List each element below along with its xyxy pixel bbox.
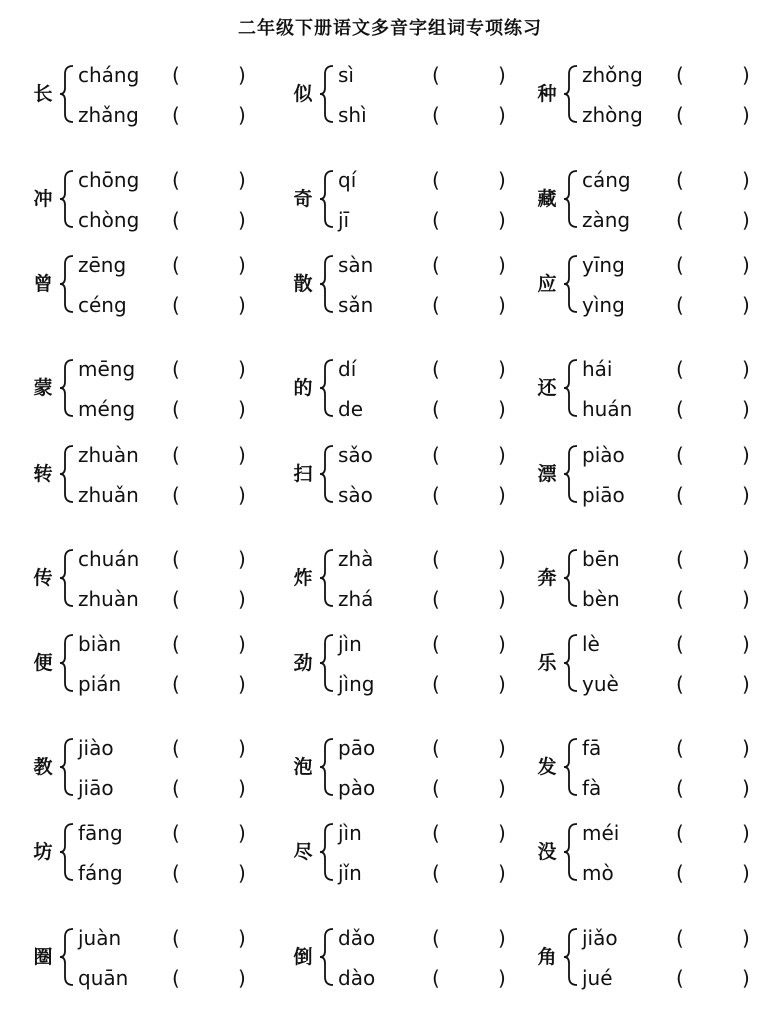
answer-paren-close: ) [742, 547, 750, 571]
polyphone-character: 散 [293, 273, 313, 295]
pinyin-reading-1: méi [582, 821, 620, 845]
worksheet-title: 二年级下册语文多音字组词专项练习 [238, 18, 542, 39]
pinyin-reading-2: de [338, 397, 363, 421]
curly-brace-icon [58, 633, 76, 693]
answer-paren-close: ) [238, 357, 246, 381]
polyphone-group [288, 442, 518, 506]
pinyin-reading-1: dǎo [338, 926, 376, 950]
pinyin-reading-2: pào [338, 776, 376, 800]
polyphone-group [532, 442, 762, 506]
polyphone-group [288, 252, 518, 316]
answer-paren-open: ( [172, 861, 180, 885]
polyphone-group [532, 631, 762, 695]
curly-brace-icon [318, 358, 336, 418]
answer-paren-close: ) [742, 63, 750, 87]
pinyin-reading-2: chòng [78, 208, 140, 232]
answer-paren-close: ) [238, 483, 246, 507]
pinyin-reading-1: fā [582, 736, 602, 760]
answer-paren-open: ( [676, 443, 684, 467]
answer-paren-open: ( [172, 587, 180, 611]
polyphone-group [28, 735, 258, 799]
polyphone-character: 泡 [293, 756, 313, 778]
answer-paren-open: ( [432, 547, 440, 571]
answer-paren-close: ) [742, 966, 750, 990]
pinyin-reading-2: zhuǎn [78, 483, 139, 507]
pinyin-reading-2: huán [582, 397, 633, 421]
answer-paren-close: ) [238, 293, 246, 317]
answer-paren-open: ( [172, 208, 180, 232]
answer-paren-open: ( [172, 672, 180, 696]
polyphone-group [288, 735, 518, 799]
answer-paren-open: ( [172, 63, 180, 87]
answer-paren-close: ) [498, 253, 506, 277]
polyphone-group [28, 62, 258, 126]
answer-paren-open: ( [432, 168, 440, 192]
polyphone-character: 扫 [293, 463, 313, 485]
polyphone-group [532, 735, 762, 799]
answer-paren-close: ) [742, 443, 750, 467]
pinyin-reading-1: mēng [78, 357, 136, 381]
polyphone-character: 似 [293, 83, 313, 105]
curly-brace-icon [318, 64, 336, 124]
pinyin-reading-2: fáng [78, 861, 123, 885]
curly-brace-icon [58, 169, 76, 229]
answer-paren-close: ) [498, 736, 506, 760]
answer-paren-open: ( [432, 821, 440, 845]
polyphone-character: 冲 [33, 188, 53, 210]
pinyin-reading-2: fà [582, 776, 602, 800]
answer-paren-open: ( [432, 926, 440, 950]
answer-paren-open: ( [172, 966, 180, 990]
answer-paren-close: ) [498, 168, 506, 192]
answer-paren-open: ( [676, 776, 684, 800]
answer-paren-open: ( [432, 103, 440, 127]
pinyin-reading-2: jìng [338, 672, 375, 696]
polyphone-character: 的 [293, 377, 313, 399]
answer-paren-close: ) [498, 293, 506, 317]
answer-paren-open: ( [676, 547, 684, 571]
polyphone-character: 坊 [33, 841, 53, 863]
answer-paren-close: ) [742, 397, 750, 421]
curly-brace-icon [58, 548, 76, 608]
curly-brace-icon [58, 64, 76, 124]
curly-brace-icon [562, 927, 580, 987]
pinyin-reading-2: bèn [582, 587, 620, 611]
pinyin-reading-1: qí [338, 168, 357, 192]
polyphone-character: 教 [33, 756, 53, 778]
pinyin-reading-1: bēn [582, 547, 620, 571]
polyphone-character: 转 [33, 463, 53, 485]
pinyin-reading-1: zhǒng [582, 63, 643, 87]
polyphone-character: 传 [33, 567, 53, 589]
answer-paren-open: ( [172, 736, 180, 760]
answer-paren-close: ) [498, 632, 506, 656]
answer-paren-open: ( [676, 587, 684, 611]
polyphone-group [288, 820, 518, 884]
pinyin-reading-1: zhà [338, 547, 374, 571]
answer-paren-open: ( [172, 168, 180, 192]
polyphone-group [28, 442, 258, 506]
answer-paren-close: ) [742, 253, 750, 277]
answer-paren-open: ( [676, 483, 684, 507]
pinyin-reading-2: jī [338, 208, 350, 232]
polyphone-group [28, 356, 258, 420]
answer-paren-open: ( [676, 966, 684, 990]
answer-paren-close: ) [238, 253, 246, 277]
answer-paren-open: ( [172, 547, 180, 571]
answer-paren-open: ( [432, 63, 440, 87]
answer-paren-close: ) [498, 587, 506, 611]
answer-paren-open: ( [676, 293, 684, 317]
polyphone-group [288, 546, 518, 610]
answer-paren-close: ) [742, 861, 750, 885]
answer-paren-close: ) [742, 672, 750, 696]
answer-paren-close: ) [238, 672, 246, 696]
answer-paren-open: ( [432, 776, 440, 800]
answer-paren-open: ( [676, 861, 684, 885]
polyphone-group [532, 252, 762, 316]
answer-paren-close: ) [498, 483, 506, 507]
answer-paren-close: ) [498, 443, 506, 467]
pinyin-reading-1: sǎo [338, 443, 373, 467]
pinyin-reading-1: sàn [338, 253, 374, 277]
curly-brace-icon [318, 822, 336, 882]
curly-brace-icon [562, 548, 580, 608]
answer-paren-close: ) [238, 443, 246, 467]
answer-paren-close: ) [742, 208, 750, 232]
answer-paren-close: ) [742, 926, 750, 950]
answer-paren-open: ( [676, 926, 684, 950]
answer-paren-close: ) [498, 672, 506, 696]
answer-paren-close: ) [498, 547, 506, 571]
answer-paren-open: ( [432, 443, 440, 467]
pinyin-reading-2: jué [582, 966, 613, 990]
curly-brace-icon [318, 633, 336, 693]
answer-paren-open: ( [432, 253, 440, 277]
pinyin-reading-2: pián [78, 672, 122, 696]
answer-paren-close: ) [498, 861, 506, 885]
pinyin-reading-2: zhǎng [78, 103, 139, 127]
answer-paren-close: ) [742, 821, 750, 845]
pinyin-reading-2: sào [338, 483, 373, 507]
pinyin-reading-1: biàn [78, 632, 122, 656]
polyphone-character: 应 [537, 273, 557, 295]
pinyin-reading-1: cháng [78, 63, 140, 87]
answer-paren-close: ) [238, 776, 246, 800]
pinyin-reading-1: lè [582, 632, 600, 656]
answer-paren-open: ( [172, 443, 180, 467]
answer-paren-open: ( [676, 208, 684, 232]
polyphone-group [532, 820, 762, 884]
pinyin-reading-1: zhuàn [78, 443, 139, 467]
polyphone-group [532, 62, 762, 126]
pinyin-reading-2: zhòng [582, 103, 643, 127]
polyphone-character: 还 [537, 377, 557, 399]
pinyin-reading-1: jiǎo [582, 926, 618, 950]
curly-brace-icon [58, 358, 76, 418]
answer-paren-close: ) [238, 861, 246, 885]
answer-paren-close: ) [742, 736, 750, 760]
curly-brace-icon [58, 444, 76, 504]
polyphone-character: 种 [537, 83, 557, 105]
polyphone-character: 尽 [293, 841, 313, 863]
pinyin-reading-1: jìn [338, 632, 362, 656]
answer-paren-close: ) [742, 357, 750, 381]
polyphone-group [288, 631, 518, 695]
answer-paren-open: ( [432, 861, 440, 885]
polyphone-character: 劲 [293, 652, 313, 674]
curly-brace-icon [58, 254, 76, 314]
answer-paren-open: ( [676, 821, 684, 845]
polyphone-character: 乐 [537, 652, 557, 674]
curly-brace-icon [562, 444, 580, 504]
pinyin-reading-2: zhuàn [78, 587, 139, 611]
answer-paren-open: ( [676, 632, 684, 656]
pinyin-reading-1: chuán [78, 547, 140, 571]
answer-paren-close: ) [742, 632, 750, 656]
answer-paren-open: ( [432, 483, 440, 507]
pinyin-reading-1: cáng [582, 168, 631, 192]
pinyin-reading-2: shì [338, 103, 367, 127]
pinyin-reading-2: zhá [338, 587, 374, 611]
pinyin-reading-2: méng [78, 397, 136, 421]
polyphone-group [532, 925, 762, 989]
pinyin-reading-2: yuè [582, 672, 619, 696]
curly-brace-icon [562, 633, 580, 693]
polyphone-group [288, 925, 518, 989]
answer-paren-open: ( [676, 736, 684, 760]
curly-brace-icon [562, 254, 580, 314]
answer-paren-close: ) [238, 966, 246, 990]
answer-paren-open: ( [432, 357, 440, 381]
polyphone-character: 蒙 [33, 377, 53, 399]
answer-paren-open: ( [676, 63, 684, 87]
answer-paren-open: ( [432, 632, 440, 656]
answer-paren-open: ( [432, 736, 440, 760]
curly-brace-icon [318, 254, 336, 314]
answer-paren-close: ) [238, 397, 246, 421]
pinyin-reading-2: dào [338, 966, 376, 990]
pinyin-reading-1: sì [338, 63, 354, 87]
curly-brace-icon [58, 737, 76, 797]
answer-paren-open: ( [172, 821, 180, 845]
polyphone-character: 长 [33, 83, 53, 105]
polyphone-character: 便 [33, 652, 53, 674]
curly-brace-icon [318, 737, 336, 797]
answer-paren-open: ( [172, 103, 180, 127]
answer-paren-close: ) [742, 587, 750, 611]
curly-brace-icon [562, 737, 580, 797]
curly-brace-icon [58, 822, 76, 882]
polyphone-group [532, 546, 762, 610]
answer-paren-close: ) [498, 966, 506, 990]
pinyin-reading-2: sǎn [338, 293, 374, 317]
polyphone-group [28, 820, 258, 884]
answer-paren-open: ( [676, 168, 684, 192]
answer-paren-close: ) [498, 63, 506, 87]
pinyin-reading-1: juàn [78, 926, 122, 950]
answer-paren-open: ( [432, 293, 440, 317]
polyphone-character: 藏 [537, 188, 557, 210]
answer-paren-close: ) [238, 208, 246, 232]
answer-paren-open: ( [172, 397, 180, 421]
pinyin-reading-1: piào [582, 443, 625, 467]
polyphone-character: 角 [537, 946, 557, 968]
answer-paren-open: ( [172, 632, 180, 656]
polyphone-group [28, 631, 258, 695]
answer-paren-open: ( [172, 293, 180, 317]
curly-brace-icon [318, 927, 336, 987]
pinyin-reading-2: yìng [582, 293, 625, 317]
polyphone-character: 奔 [537, 567, 557, 589]
curly-brace-icon [318, 444, 336, 504]
curly-brace-icon [562, 822, 580, 882]
pinyin-reading-1: yīng [582, 253, 625, 277]
answer-paren-close: ) [238, 103, 246, 127]
answer-paren-close: ) [238, 587, 246, 611]
answer-paren-open: ( [432, 966, 440, 990]
polyphone-character: 炸 [293, 567, 313, 589]
polyphone-group [28, 546, 258, 610]
polyphone-group [288, 167, 518, 231]
polyphone-character: 倒 [293, 946, 313, 968]
answer-paren-close: ) [498, 776, 506, 800]
pinyin-reading-2: jiāo [78, 776, 114, 800]
answer-paren-close: ) [742, 168, 750, 192]
answer-paren-open: ( [432, 672, 440, 696]
pinyin-reading-1: jìn [338, 821, 362, 845]
curly-brace-icon [58, 927, 76, 987]
curly-brace-icon [318, 169, 336, 229]
answer-paren-close: ) [498, 103, 506, 127]
pinyin-reading-1: pāo [338, 736, 376, 760]
answer-paren-close: ) [498, 357, 506, 381]
answer-paren-close: ) [742, 483, 750, 507]
pinyin-reading-2: mò [582, 861, 614, 885]
answer-paren-close: ) [238, 736, 246, 760]
polyphone-group [28, 252, 258, 316]
polyphone-group [288, 356, 518, 420]
answer-paren-open: ( [172, 253, 180, 277]
answer-paren-close: ) [238, 821, 246, 845]
answer-paren-open: ( [172, 357, 180, 381]
answer-paren-close: ) [238, 63, 246, 87]
pinyin-reading-2: piāo [582, 483, 625, 507]
answer-paren-close: ) [498, 397, 506, 421]
polyphone-character: 圈 [33, 946, 53, 968]
pinyin-reading-1: zēng [78, 253, 127, 277]
polyphone-character: 漂 [537, 463, 557, 485]
polyphone-group [288, 62, 518, 126]
answer-paren-close: ) [742, 103, 750, 127]
polyphone-character: 发 [537, 756, 557, 778]
answer-paren-close: ) [498, 821, 506, 845]
polyphone-group [532, 356, 762, 420]
curly-brace-icon [318, 548, 336, 608]
answer-paren-open: ( [432, 587, 440, 611]
polyphone-group [28, 925, 258, 989]
pinyin-reading-1: hái [582, 357, 613, 381]
answer-paren-open: ( [172, 483, 180, 507]
pinyin-reading-2: zàng [582, 208, 631, 232]
pinyin-reading-2: céng [78, 293, 127, 317]
answer-paren-close: ) [742, 776, 750, 800]
pinyin-reading-2: quān [78, 966, 129, 990]
polyphone-character: 曾 [33, 273, 53, 295]
answer-paren-close: ) [498, 926, 506, 950]
pinyin-reading-1: jiào [78, 736, 114, 760]
answer-paren-close: ) [238, 168, 246, 192]
pinyin-reading-1: chōng [78, 168, 140, 192]
pinyin-reading-1: fāng [78, 821, 123, 845]
answer-paren-open: ( [676, 397, 684, 421]
answer-paren-open: ( [172, 776, 180, 800]
polyphone-group [28, 167, 258, 231]
answer-paren-close: ) [238, 632, 246, 656]
curly-brace-icon [562, 358, 580, 418]
answer-paren-open: ( [676, 103, 684, 127]
answer-paren-open: ( [676, 672, 684, 696]
answer-paren-open: ( [432, 397, 440, 421]
polyphone-character: 奇 [293, 188, 313, 210]
answer-paren-open: ( [172, 926, 180, 950]
curly-brace-icon [562, 169, 580, 229]
answer-paren-open: ( [676, 357, 684, 381]
pinyin-reading-1: dí [338, 357, 357, 381]
polyphone-group [532, 167, 762, 231]
answer-paren-close: ) [238, 926, 246, 950]
curly-brace-icon [562, 64, 580, 124]
pinyin-reading-2: jǐn [338, 861, 362, 885]
answer-paren-close: ) [498, 208, 506, 232]
answer-paren-open: ( [432, 208, 440, 232]
answer-paren-close: ) [238, 547, 246, 571]
answer-paren-open: ( [676, 253, 684, 277]
answer-paren-close: ) [742, 293, 750, 317]
polyphone-character: 没 [537, 841, 557, 863]
